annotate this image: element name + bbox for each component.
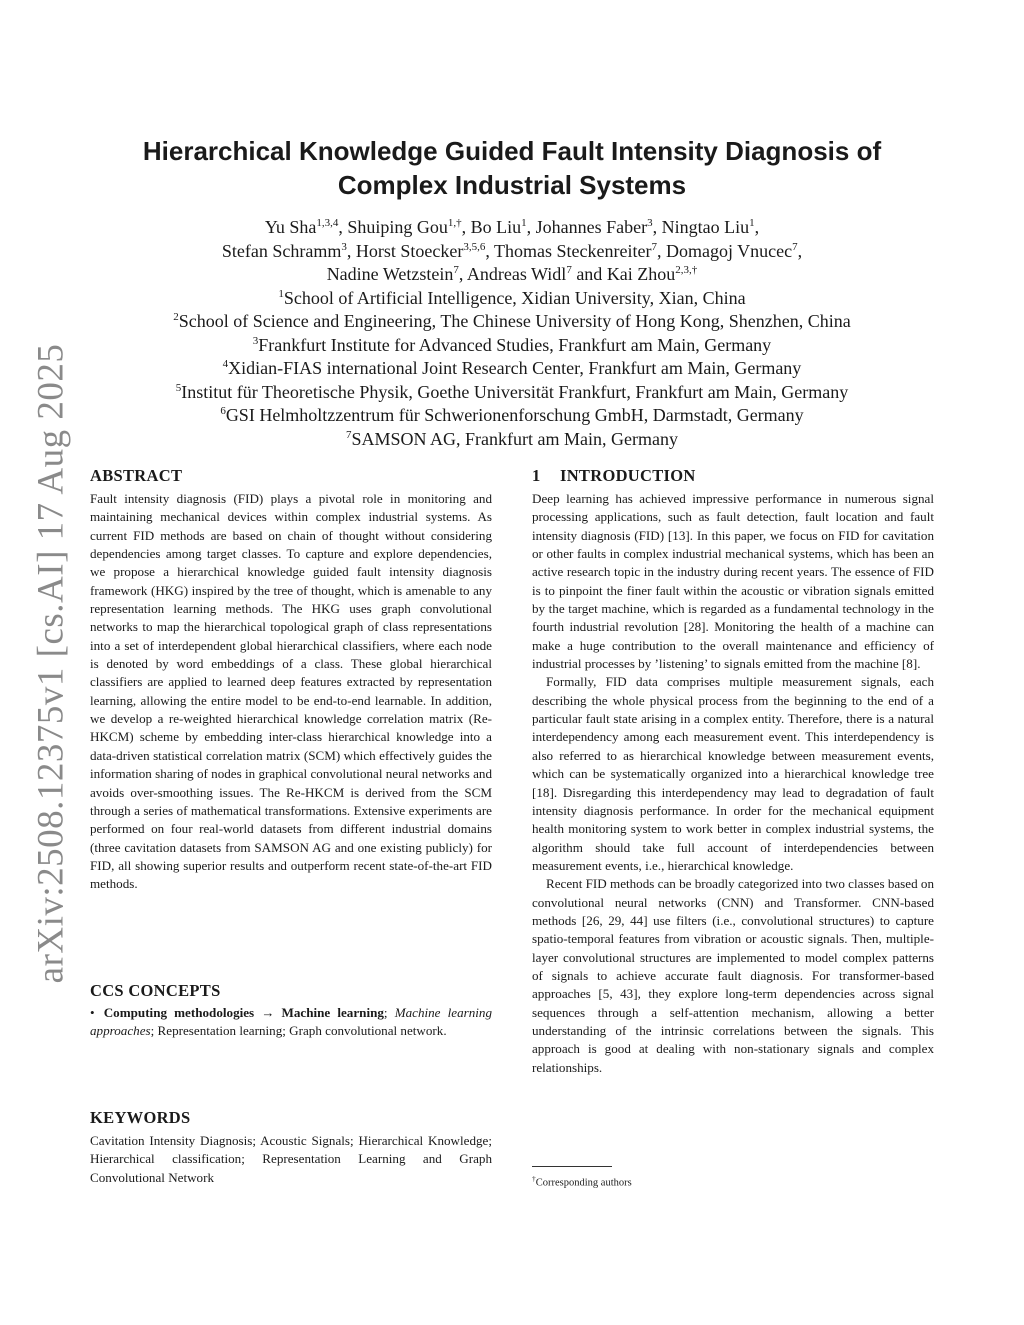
author: Yu Sha bbox=[264, 217, 317, 237]
affiliation bbox=[100, 287, 924, 311]
affiliation-sup: 1 bbox=[278, 287, 284, 300]
author-sup: 7 bbox=[566, 264, 572, 276]
ccs-concept: Computing methodologies bbox=[103, 1005, 255, 1020]
affiliation bbox=[100, 357, 924, 381]
footnote-rule bbox=[532, 1166, 612, 1167]
ccs-text bbox=[90, 1004, 492, 1041]
keywords-text: Cavitation Intensity Diagnosis; Acoustic Signals; Hierarchical Knowledge; Hierarchical classification; Representation Learning and Graph Convolutional Network bbox=[90, 1133, 492, 1185]
paragraph: Deep learning has achieved impressive performance in numerous signal processing applications, such as fault detection, fault location and fault intensity diagnosis (FID) [13]. In this paper, we focus on FID for cavitation or other faults in complex industrial mechanical systems, which has been an active research topic in the industry during recent years. The essence of FID is to pinpoint the finer fault within the acoustic or vibration signals emitted by the target machine, which is regarded as a fundamental technology in the fourth industrial revolution [28]. Monitoring the health of a machine can make a huge contribution to the overall maintenance and efficiency of industrial processes by ’listening’ to signals emitted from the machine [8]. bbox=[532, 491, 934, 672]
author: Johannes Faber bbox=[535, 217, 648, 237]
author: Domagoj Vnucec bbox=[665, 240, 793, 261]
author-sup: 3 bbox=[341, 240, 347, 253]
affiliation bbox=[100, 381, 924, 405]
author-sup: 7 bbox=[651, 240, 657, 253]
footnote-text: Corresponding authors bbox=[535, 1177, 632, 1189]
author-sup: 2,3,† bbox=[675, 264, 698, 276]
affiliation bbox=[100, 428, 924, 452]
affiliation-sup: 3 bbox=[252, 334, 259, 347]
author: Stefan Schramm bbox=[221, 240, 342, 261]
section-heading bbox=[532, 466, 696, 486]
footnote bbox=[532, 1172, 632, 1191]
section-title: INTRODUCTION bbox=[560, 466, 696, 485]
author-block bbox=[100, 216, 924, 451]
ccs-sep: ; bbox=[383, 1005, 388, 1020]
affiliation bbox=[100, 310, 924, 334]
author-sup: 7 bbox=[792, 240, 798, 253]
paragraph: Formally, FID data comprises multiple measurement signals, each describing the whole physical process from the beginning to the end of a particular fault state arising in a complex entity. Therefore, there is a natural interdependency among each measurement event. This interdependency is also referred to as hierarchical knowledge between measurement events, which can be systematically organized into a hierarchical knowledge tree [18]. Disregarding this interdependency may lead to degradation of fault intensity diagnosis performance. In order for the mechanical equipment health monitoring system to work better in complex industrial systems, the algorithm should take full account of interdependencies between measurement events, i.e., hierarchical knowledge. bbox=[532, 674, 934, 873]
author: Thomas Steckenreiter bbox=[494, 240, 652, 261]
arxiv-id: arXiv:2508.12375v1 [cs.AI] 17 Aug 2025 bbox=[30, 343, 72, 983]
author-sup: 1 bbox=[521, 217, 527, 229]
affiliation-sup: 6 bbox=[220, 405, 226, 417]
affiliation-text: School of Artificial Intelligence, Xidian University, Xian, China bbox=[283, 287, 746, 308]
author-sup: 7 bbox=[453, 264, 459, 276]
affiliation-sup: 5 bbox=[175, 381, 182, 394]
author: Horst Stoecker bbox=[355, 240, 464, 261]
arrow: → bbox=[261, 1005, 275, 1020]
affiliation-text: School of Science and Engineering, The Chinese University of Hong Kong, Shenzhen, China bbox=[178, 311, 851, 331]
title-line-1: Hierarchical Knowledge Guided Fault Intensity Diagnosis of bbox=[142, 136, 882, 166]
author-line: Yu Sha$^{1,3,4}$, Shuiping Gou$^{1,\dagger}$, Bo Liu$^1$, Johannes Faber$^3$, Ningtao Liu$^1$, bbox=[264, 217, 760, 237]
intro-body bbox=[532, 490, 934, 1077]
ccs-concept: Machine learning bbox=[281, 1005, 384, 1020]
ccs-rest: ; Representation learning; Graph convolutional network. bbox=[150, 1023, 447, 1039]
author-line: Stefan Schramm$^3$, Horst Stoecker$^{3,5,6}$, Thomas Steckenreiter$^7$, Domagoj Vnucec$^7$, bbox=[221, 240, 803, 261]
author: Kai Zhou bbox=[606, 264, 676, 284]
affiliation-sup: 4 bbox=[222, 358, 229, 370]
abstract-text: Fault intensity diagnosis (FID) plays a pivotal role in monitoring and maintaining mechanical devices within complex industrial systems. As current FID methods are based on chain of thought without considering dependencies among target classes. To capture and explore dependencies, we propose a hierarchical knowledge guided fault intensity diagnosis framework (HKG) inspired by the tree of thought, which is amenable to any representation learning methods. The HKG uses graph convolutional networks to map the hierarchical topological graph of class representations into a set of interdependent global hierarchical classifiers, where each node is denoted by word embeddings of a class. These global hierarchical classifiers are applied to learned deep features extracted by representation learning, allowing the entire model to be end-to-end learnable. In addition, we develop a re-weighted hierarchical knowledge correlation matrix (Re-HKCM) scheme by embedding inter-class hierarchical knowledge into a data-driven statistical correlation matrix (SCM) which effectively guides the information sharing of nodes in graphical convolutional neural networks and avoids over-smoothing issues. The Re-HKCM is derived from the SCM through a series of mathematical transformations. Extensive experiments are performed on four real-world datasets from different industrial domains (three cavitation datasets from SAMSON AG and one existing publicly) for FID, all showing superior results and outperform recent state-of-the-art FID methods. bbox=[90, 491, 492, 892]
affiliation-text: Xidian-FIAS international Joint Research Center, Frankfurt am Main, Germany bbox=[228, 358, 802, 378]
author: Andreas Widl bbox=[466, 264, 567, 284]
affiliation bbox=[100, 334, 924, 358]
abstract-heading: ABSTRACT bbox=[90, 466, 183, 485]
affiliation-text: Institut für Theoretische Physik, Goethe Universität Frankfurt, Frankfurt am Main, Germany bbox=[181, 381, 849, 402]
author: Bo Liu bbox=[470, 217, 522, 237]
author-sup: 3,5,6 bbox=[463, 240, 486, 253]
author: Ningtao Liu bbox=[661, 217, 750, 237]
author: Shuiping Gou bbox=[347, 217, 448, 237]
affiliation-text: SAMSON AG, Frankfurt am Main, Germany bbox=[351, 428, 678, 449]
affiliation-text: GSI Helmholtzzentrum für Schwerionenforschung GmbH, Darmstadt, Germany bbox=[225, 405, 804, 425]
author-sup: 1,3,4 bbox=[316, 217, 339, 229]
title-line-2: Complex Industrial Systems bbox=[337, 170, 687, 200]
ccs-italic: Machine learning approaches bbox=[90, 1005, 492, 1039]
affiliation-text: Frankfurt Institute for Advanced Studies, Frankfurt am Main, Germany bbox=[258, 334, 772, 355]
bullet: • bbox=[90, 1005, 95, 1020]
section-number: 1 bbox=[532, 466, 541, 485]
paragraph: Recent FID methods can be broadly categorized into two classes based on convolutional neural networks (CNN) and Transformer. CNN-based methods [26, 29, 44] use filters (i.e., convolutional structures) to capture spatio-temporal features from vibration or acoustic signals. Then, multiple-layer convolutional structures are implemented to model complex patterns of signals to achieve accurate fault diagnosis. For transformer-based approaches [5, 43], they explore long-term dependencies across signal sequences through a self-attention mechanism, allowing a better understanding of the intrinsic correlations between the signals. This approach is good at dealing with non-stationary signals and complex relationships. bbox=[532, 876, 934, 1075]
author-sup: 1 bbox=[749, 217, 755, 229]
author-sup: 3 bbox=[647, 217, 653, 229]
author-line: Nadine Wetzstein$^7$, Andreas Widl$^7$ and Kai Zhou$^{2,3,\dagger}$ bbox=[326, 264, 698, 284]
affiliation-sup: 2 bbox=[173, 311, 179, 323]
footnote-mark: † bbox=[532, 1174, 536, 1183]
paper-title bbox=[100, 134, 924, 202]
arxiv-stamp bbox=[16, 343, 86, 983]
keywords-heading: KEYWORDS bbox=[90, 1108, 191, 1127]
ccs-heading: CCS CONCEPTS bbox=[90, 981, 221, 1000]
affiliation bbox=[100, 404, 924, 428]
affiliation-sup: 7 bbox=[346, 428, 352, 441]
author: Nadine Wetzstein bbox=[326, 264, 454, 284]
author-sup: 1,† bbox=[447, 217, 462, 229]
